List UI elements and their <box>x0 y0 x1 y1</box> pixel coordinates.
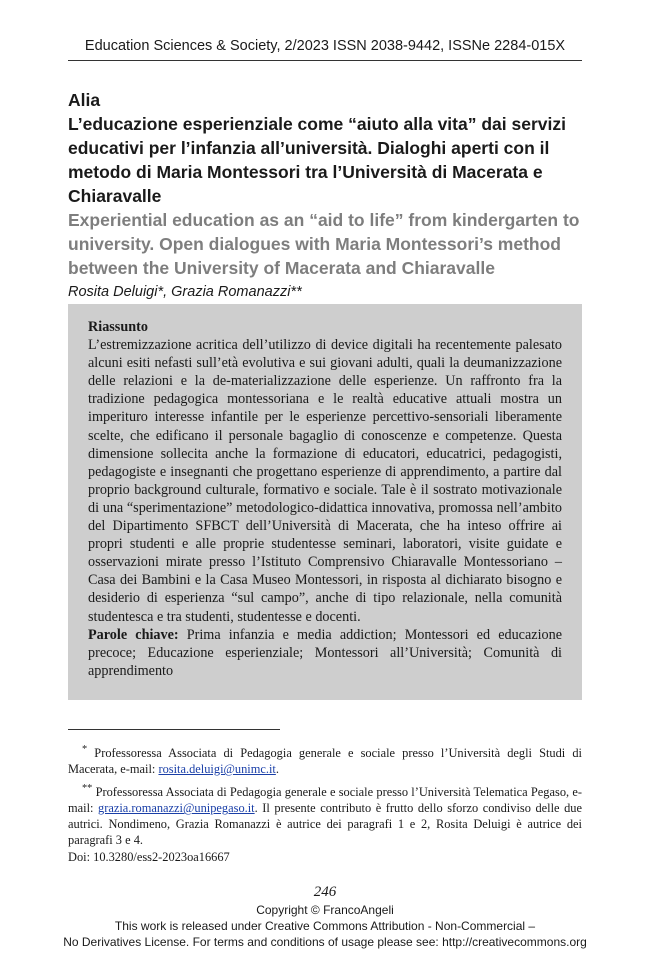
doi: Doi: 10.3280/ess2-2023oa16667 <box>68 850 230 864</box>
license-line-1: This work is released under Creative Commons Attribution - Non-Commercial – <box>114 919 536 933</box>
license-line-2: No Derivatives License. For terms and conditions of usage please see: http://creativecommons.org <box>63 935 587 949</box>
abstract-heading: Riassunto <box>88 319 148 335</box>
email-link-romanazzi[interactable]: grazia.romanazzi@unipegaso.it <box>98 801 255 816</box>
abstract-box <box>68 304 582 700</box>
footnote-divider <box>68 729 280 730</box>
abstract-content <box>88 318 562 680</box>
authors-line: Rosita Deluigi*, Grazia Romanazzi** <box>68 284 302 300</box>
journal-header: Education Sciences & Society, 2/2023 ISSN 2038-9442, ISSNe 2284-015X <box>84 38 566 54</box>
keywords-list: Prima infanzia e media addiction; Montessori ed educazione precoce; Educazione esperienziale; Montessori all’Università; Comunità di apprendimento <box>88 626 562 679</box>
footnotes <box>68 742 582 848</box>
keywords-label: Parole chiave: <box>88 626 179 643</box>
footnote-1-mark: * <box>82 744 88 755</box>
footnote-1-end: . <box>275 762 279 777</box>
title-block <box>68 88 584 302</box>
footnote-2-end: . Il presente contributo è frutto dello sforzo condiviso delle due autrici. Nondimeno, Grazia Romanazzi è autrice dei paragrafi 1 e 2, Rosita Deluigi è autrice dei paragrafi 3 e 4. <box>68 801 582 848</box>
keywords <box>88 626 562 680</box>
footnote-2 <box>68 781 582 848</box>
abstract-body: L’estremizzazione acritica dell’utilizzo di device digitali ha recentemente palesato alcuni esiti nefasti sull’età evolutiva e sui giovani adulti, quali la deumanizzazione delle relazioni e la de-materializzazione delle esperienze. Un raffronto fra la tradizione pedagogica montessoriana e le realtà educative attuali mostra un imperituro interesse infantile per le esperienze percettivo-sensoriali liberamente scelte, che edificano il personale bagaglio di conoscenze e competenze. Questa dimensione sollecita anche la formazione di educatori, educatrici, pedagogisti, pedagogiste e insegnanti che progettano esperienze di apprendimento, a partire dal proprio background culturale, formativo e sociale. Tale è il sostrato motivazionale di una “sperimentazione” metodologico-didattica innovativa, promossa nell’ambito del Dipartimento SFBCT dell’Università di Macerata, che ha inteso offrire ai propri studenti e alle proprie studentesse seminari, laboratori, visite guidate e osservazioni mirate presso l’Istituto Comprensivo Chiaravalle Montessoriano – Casa dei Bambini e la Casa Museo Montessori, in risposta al dichiarato bisogno e desiderio di esperienza “sul campo”, anche di tipo relazionale, nella comunità studentesca e tra studenti, studentesse e docenti. <box>88 337 562 625</box>
copyright: Copyright © FrancoAngeli <box>256 903 394 917</box>
page-number: 246 <box>313 884 337 900</box>
footnote-1-text: Professoressa Associata di Pedagogia generale e sociale presso l’Università degli Studi di Macerata, e-mail: <box>68 746 582 777</box>
header-divider <box>68 60 582 61</box>
email-link-deluigi[interactable]: rosita.deluigi@unimc.it <box>158 762 276 777</box>
footnote-1 <box>68 742 582 777</box>
footnote-2-text: Professoressa Associata di Pedagogia generale e sociale presso l’Università Telematica Pegaso, e-mail: <box>68 785 582 816</box>
running-author: Alia <box>68 90 101 110</box>
footnote-2-mark: ** <box>82 783 93 795</box>
title-italian: L’educazione esperienziale come “aiuto alla vita” dai servizi educativi per l’infanzia all’università. Dialoghi aperti con il metodo di Maria Montessori tra l’Università di Macerata e Chiaravalle <box>68 114 566 206</box>
title-english: Experiential education as an “aid to life” from kindergarten to university. Open dialogues with Maria Montessori’s method between the University of Macerata and Chiaravalle <box>68 210 580 278</box>
